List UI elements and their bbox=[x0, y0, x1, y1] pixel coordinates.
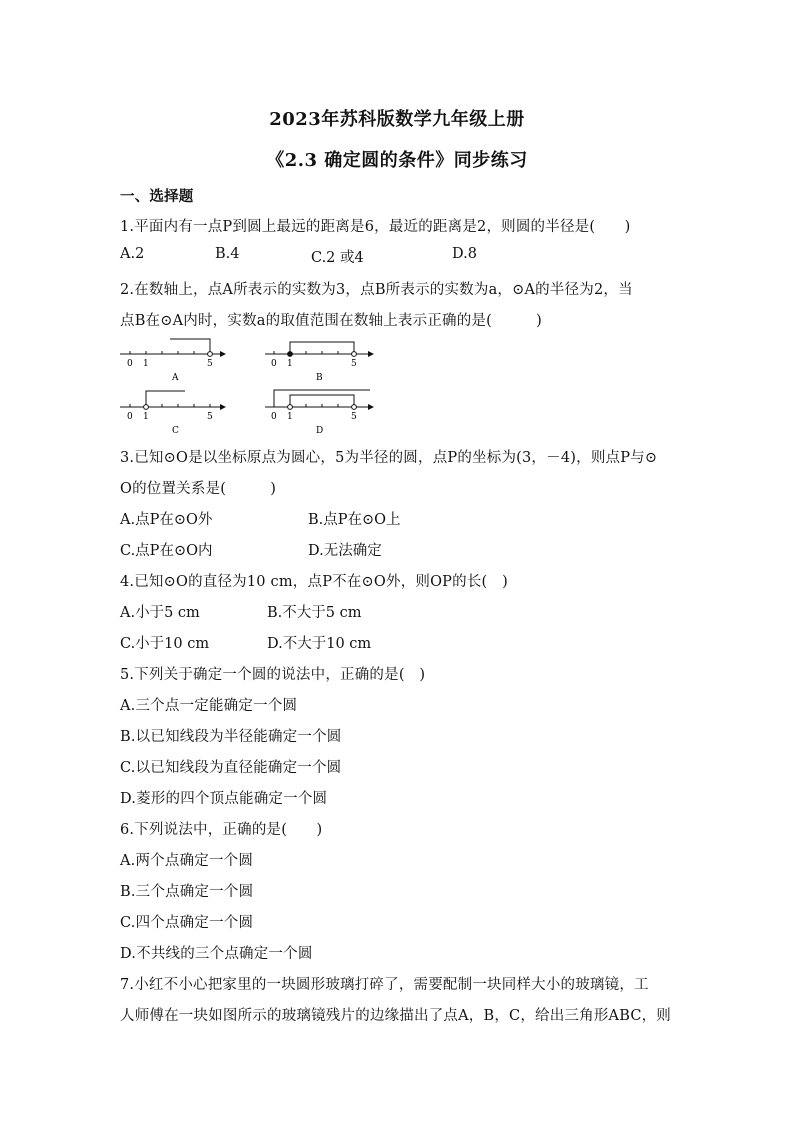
tick-label: 1 bbox=[143, 359, 149, 369]
document-title: 2023年苏科版数学九年级上册 bbox=[269, 109, 525, 130]
tick-label: 0 bbox=[127, 412, 133, 422]
document-subtitle: 《2.3 确定圆的条件》同步练习 bbox=[266, 150, 528, 171]
question-3-option-d: D.无法确定 bbox=[308, 543, 382, 559]
tick-label: 5 bbox=[207, 412, 213, 422]
question-3-stem-line2: O的位置关系是( ) bbox=[120, 481, 277, 497]
question-1-option-a: A.2 bbox=[120, 246, 145, 262]
question-3-option-b: B.点P在⊙O上 bbox=[308, 512, 401, 528]
tick-label: 0 bbox=[271, 412, 277, 422]
question-6-stem: 6.下列说法中，正确的是( ) bbox=[120, 822, 323, 838]
question-5-option-d: D.菱形的四个顶点能确定一个圆 bbox=[120, 791, 328, 807]
tick-label: 1 bbox=[143, 412, 149, 422]
figure-label: A bbox=[172, 373, 179, 383]
tick-label: 1 bbox=[287, 412, 293, 422]
question-1-option-c: C.2 或4 bbox=[311, 250, 364, 266]
figure-c bbox=[120, 391, 225, 434]
question-7-stem-line1: 7.小红不小心把家里的一块圆形玻璃打碎了，需要配制一块同样大小的玻璃镜，工 bbox=[120, 977, 649, 993]
figure-label: B bbox=[316, 373, 323, 383]
question-4-option-a: A.小于5 cm bbox=[120, 605, 200, 621]
tick-label: 5 bbox=[351, 359, 357, 369]
tick-label: 0 bbox=[271, 359, 277, 369]
question-6-option-a: A.两个点确定一个圆 bbox=[120, 853, 254, 869]
question-1-stem: 1.平面内有一点P到圆上最远的距离是6，最近的距离是2，则圆的半径是( ) bbox=[120, 219, 631, 235]
tick-label: 5 bbox=[351, 412, 357, 422]
question-6-option-c: C.四个点确定一个圆 bbox=[120, 915, 254, 931]
tick-label: 1 bbox=[287, 359, 293, 369]
question-4-option-b: B.不大于5 cm bbox=[267, 605, 362, 621]
question-3-option-c: C.点P在⊙O内 bbox=[120, 543, 213, 559]
question-4-option-d: D.不大于10 cm bbox=[267, 636, 372, 652]
question-1-option-b: B.4 bbox=[215, 246, 240, 262]
tick-label: 0 bbox=[127, 359, 133, 369]
question-3-stem-line1: 3.已知⊙O是以坐标原点为圆心，5为半径的圆，点P的坐标为(3，－4)，则点P与⊙ bbox=[120, 450, 658, 466]
figure-label: C bbox=[172, 426, 179, 434]
question-1-option-d: D.8 bbox=[452, 246, 477, 262]
figure-label: D bbox=[316, 426, 324, 434]
question-5-option-c: C.以已知线段为直径能确定一个圆 bbox=[120, 760, 342, 776]
question-3-option-a: A.点P在⊙O外 bbox=[120, 512, 213, 528]
question-7-stem-line2: 人师傅在一块如图所示的玻璃镜残片的边缘描出了点A，B，C，给出三角形ABC，则 bbox=[120, 1008, 672, 1024]
section-heading: 一、选择题 bbox=[120, 188, 194, 205]
question-2-stem-line2: 点B在⊙A内时，实数a的取值范围在数轴上表示正确的是( ) bbox=[120, 313, 542, 329]
question-4-stem: 4.已知⊙O的直径为10 cm，点P不在⊙O外，则OP的长( ) bbox=[120, 574, 508, 590]
question-6-option-d: D.不共线的三个点确定一个圆 bbox=[120, 946, 313, 962]
figure-b bbox=[265, 342, 373, 383]
figure-d bbox=[265, 390, 373, 434]
number-line-figures bbox=[115, 334, 390, 434]
question-4-option-c: C.小于10 cm bbox=[120, 636, 210, 652]
tick-label: 5 bbox=[207, 359, 213, 369]
question-5-option-a: A.三个点一定能确定一个圆 bbox=[120, 698, 298, 714]
question-2-stem-line1: 2.在数轴上，点A所表示的实数为3，点B所表示的实数为a，⊙A的半径为2，当 bbox=[120, 282, 633, 298]
question-6-option-b: B.三个点确定一个圆 bbox=[120, 884, 254, 900]
figure-a bbox=[120, 339, 225, 383]
question-5-option-b: B.以已知线段为半径能确定一个圆 bbox=[120, 729, 342, 745]
question-5-stem: 5.下列关于确定一个圆的说法中，正确的是( ) bbox=[120, 667, 426, 683]
